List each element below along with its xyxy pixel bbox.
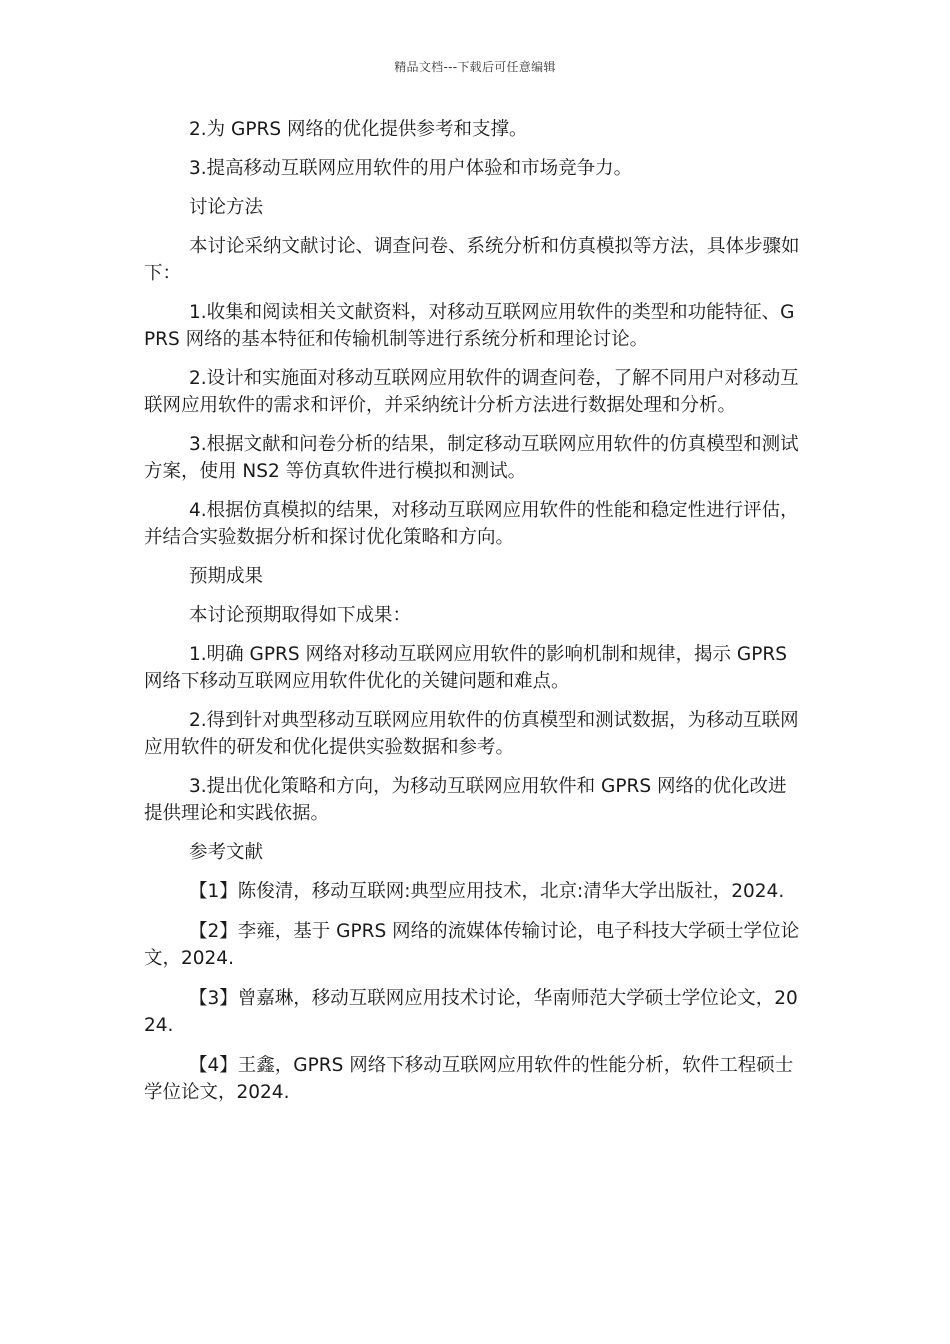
method-step: 3.根据文献和问卷分析的结果，制定移动互联网应用软件的仿真模型和测试方案，使用 NS2 等仿真软件进行模拟和测试。	[144, 434, 799, 482]
methods-intro: 本讨论采纳文献讨论、调查问卷、系统分析和仿真模拟等方法，具体步骤如下：	[144, 236, 800, 284]
objective-item: 2.为 GPRS 网络的优化提供参考和支撑。	[189, 119, 528, 140]
document-body	[144, 116, 804, 1119]
reference-item: 【1】陈俊清，移动互联网:典型应用技术，北京:清华大学出版社，2024.	[189, 881, 785, 902]
method-step: 1.收集和阅读相关文献资料，对移动互联网应用软件的类型和功能特征、GPRS 网络的基本特征和传输机制等进行系统分析和理论讨论。	[144, 302, 795, 350]
reference-item: 【3】曾嘉琳，移动互联网应用技术讨论，华南师范大学硕士学位论文，2024.	[144, 988, 798, 1036]
page-header: 精品文档---下载后可任意编辑	[394, 60, 556, 74]
section-heading-outcomes: 预期成果	[189, 566, 264, 587]
objective-item: 3.提高移动互联网应用软件的用户体验和市场竞争力。	[189, 158, 633, 179]
outcome-item: 2.得到针对典型移动互联网应用软件的仿真模型和测试数据，为移动互联网应用软件的研发和优化提供实验数据和参考。	[144, 710, 799, 758]
outcome-item: 3.提出优化策略和方向，为移动互联网应用软件和 GPRS 网络的优化改进提供理论和实践依据。	[144, 776, 787, 824]
method-step: 2.设计和实施面对移动互联网应用软件的调查问卷，了解不同用户对移动互联网应用软件的需求和评价，并采纳统计分析方法进行数据处理和分析。	[144, 368, 799, 416]
outcomes-intro: 本讨论预期取得如下成果：	[189, 605, 412, 626]
section-heading-references: 参考文献	[189, 842, 264, 863]
reference-item: 【2】李雍，基于 GPRS 网络的流媒体传输讨论，电子科技大学硕士学位论文，2024.	[144, 921, 800, 969]
section-heading-methods: 讨论方法	[189, 197, 264, 218]
outcome-item: 1.明确 GPRS 网络对移动互联网应用软件的影响机制和规律，揭示 GPRS 网络下移动互联网应用软件优化的关键问题和难点。	[144, 644, 787, 692]
reference-item: 【4】王鑫，GPRS 网络下移动互联网应用软件的性能分析，软件工程硕士学位论文，2024.	[144, 1055, 794, 1103]
method-step: 4.根据仿真模拟的结果，对移动互联网应用软件的性能和稳定性进行评估，并结合实验数据分析和探讨优化策略和方向。	[144, 500, 799, 548]
